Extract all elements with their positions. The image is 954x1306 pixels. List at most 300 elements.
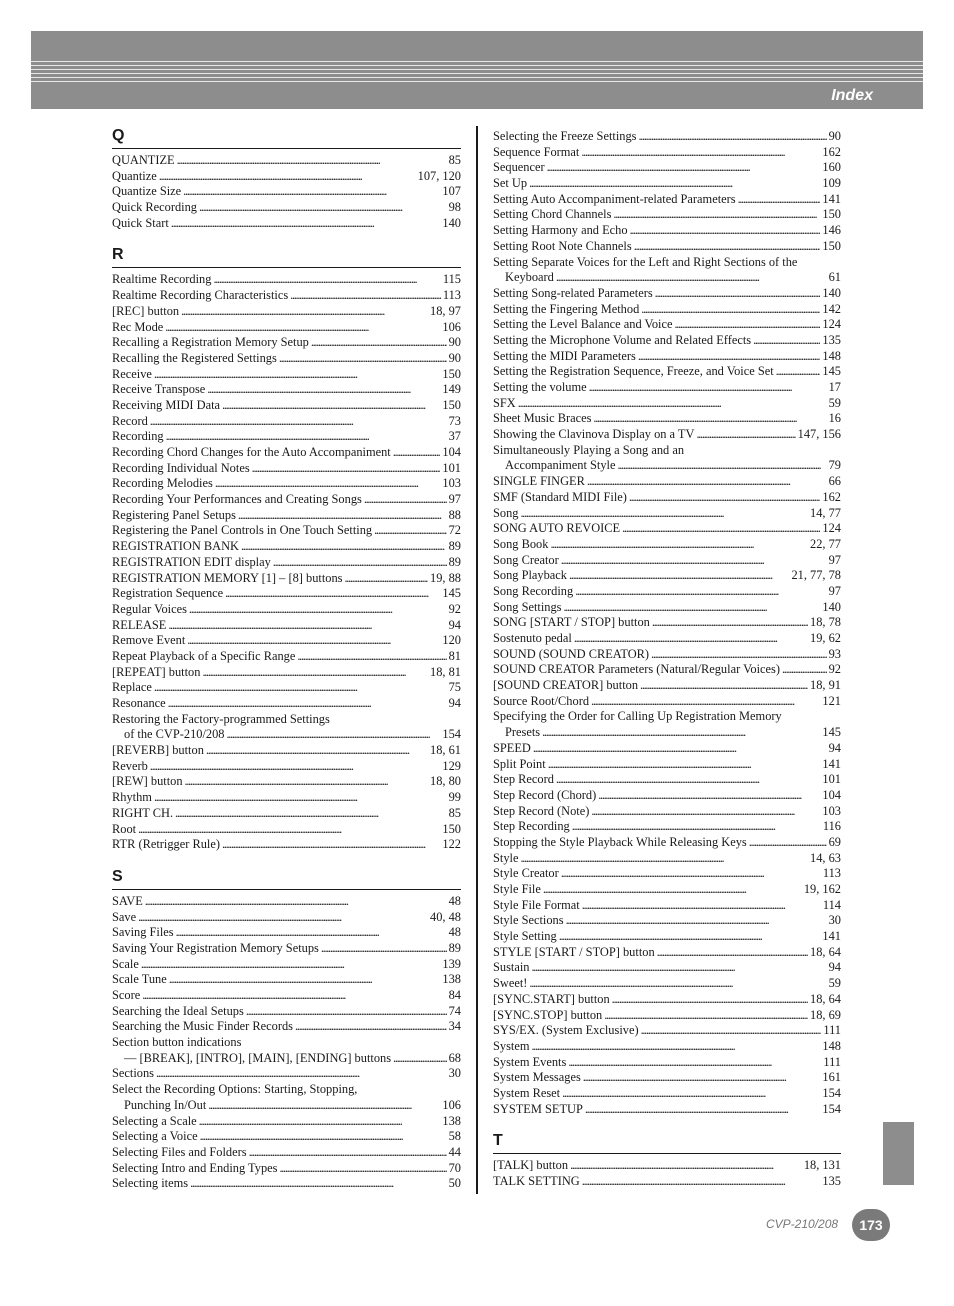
leader-dots [222, 837, 440, 853]
index-section [112, 867, 461, 1192]
index-entry [112, 445, 461, 461]
index-entry-term: Recording Melodies [112, 476, 213, 491]
index-entry-term: Selecting a Voice [112, 1129, 198, 1144]
index-entry [493, 207, 841, 223]
index-entry-pages: 18, 78 [810, 615, 841, 630]
index-entry-pages: 150 [442, 366, 461, 381]
index-entry-pages: 138 [442, 972, 461, 987]
leader-dots [241, 539, 447, 555]
index-entry-pages: 30 [448, 1066, 461, 1081]
index-entry [112, 618, 461, 634]
leader-dots [548, 757, 821, 773]
header-band [31, 31, 923, 109]
index-entry-term: Recalling a Registration Memory Setup [112, 335, 309, 350]
index-entry-pages: 14, 63 [810, 850, 841, 865]
index-entry [112, 1145, 461, 1161]
index-entry [493, 1055, 841, 1071]
index-entry-pages: 141 [822, 756, 841, 771]
index-entry-term: Registration Sequence [112, 586, 224, 601]
index-entry-term: Replace [112, 680, 152, 695]
section-letter-heading: S [112, 867, 461, 890]
index-entry-pages: 124 [822, 317, 841, 332]
index-entry-pages: 135 [822, 332, 841, 347]
leader-dots [675, 317, 821, 333]
leader-dots [738, 192, 821, 208]
index-entry-pages: 129 [442, 758, 461, 773]
index-entry-pages: 90 [448, 335, 461, 350]
leader-dots [187, 633, 440, 649]
index-entry [493, 1070, 841, 1086]
index-entry-pages: 150 [822, 207, 841, 222]
index-entry [493, 647, 841, 663]
index-entry-pages: 89 [448, 554, 461, 569]
index-entry [493, 364, 841, 380]
index-entry-pages: 150 [822, 238, 841, 253]
section-letter-heading: R [112, 245, 461, 268]
index-entry-pages: 92 [828, 662, 841, 677]
leader-dots [297, 649, 446, 665]
index-entry [112, 351, 461, 367]
index-entry-term: Registering the Panel Controls in One Touch Setting [112, 523, 373, 538]
index-entry-continuation: Punching In/Out [124, 1097, 207, 1112]
leader-dots [572, 819, 821, 835]
index-entry [112, 774, 461, 790]
index-entry-pages: 70 [448, 1160, 461, 1175]
index-entry [112, 925, 461, 941]
leader-dots [559, 929, 821, 945]
index-entry [112, 523, 461, 539]
index-entry-pages: 103 [442, 476, 461, 491]
index-entry-term: Selecting the Freeze Settings [493, 129, 637, 143]
leader-dots [591, 694, 820, 710]
index-entry-pages: 101 [822, 772, 841, 787]
index-entry [112, 429, 461, 445]
index-entry-term: STYLE [START / STOP] button [493, 944, 655, 959]
index-entry-term: Searching the Music Finder Records [112, 1019, 294, 1034]
leader-dots [142, 988, 446, 1004]
index-entry-continuation: Accompaniment Style [505, 458, 616, 473]
leader-dots [159, 169, 416, 185]
index-entry-pages: 61 [828, 270, 841, 285]
leader-dots [582, 1174, 821, 1190]
index-entry [493, 380, 841, 396]
index-entry-pages: 89 [448, 940, 461, 955]
index-entry-pages: 149 [442, 382, 461, 397]
index-entry [493, 1023, 841, 1039]
leader-dots [190, 1176, 447, 1192]
section-letter-heading: Q [112, 126, 461, 149]
index-entry [493, 192, 841, 208]
index-entry-pages: 145 [822, 725, 841, 740]
index-entry [112, 304, 461, 320]
leader-dots [776, 364, 821, 380]
index-entry-term: System Reset [493, 1085, 561, 1100]
index-entry-term: Realtime Recording Characteristics [112, 288, 289, 303]
index-entry-term: Selecting Files and Folders [112, 1144, 247, 1159]
index-entry [112, 1019, 461, 1035]
index-entry-term: Scale Tune [112, 972, 167, 987]
index-entry-pages: 90 [448, 350, 461, 365]
leader-dots [252, 461, 441, 477]
index-entry-term: Quantize [112, 168, 157, 183]
leader-dots [168, 618, 446, 634]
index-entry-pages: 150 [442, 821, 461, 836]
index-entry-term: Song [493, 505, 519, 520]
index-entry-pages: 140 [442, 215, 461, 230]
index-entry [112, 910, 461, 926]
index-entry-pages: 18, 91 [810, 678, 841, 693]
index-entry-term: Restoring the Factory-programmed Settings [112, 711, 330, 726]
index-entry [493, 929, 841, 945]
index-section [493, 1131, 841, 1189]
index-entry [112, 571, 461, 587]
index-entry [112, 972, 461, 988]
index-entry-pages: 150 [442, 397, 461, 412]
index-entry-term: Saving Your Registration Memory Setups [112, 940, 319, 955]
leader-dots [138, 910, 428, 926]
index-entry-term: [SYNC.START] button [493, 991, 610, 1006]
index-entry-pages: 97 [828, 583, 841, 598]
leader-dots [651, 647, 827, 663]
leader-dots [547, 160, 821, 176]
leader-dots [598, 788, 820, 804]
index-entry-pages: 72 [448, 523, 461, 538]
index-entry-term: Recording Your Performances and Creating Songs [112, 492, 362, 507]
index-entry [493, 976, 841, 992]
index-entry-pages: 37 [448, 429, 461, 444]
index-entry [112, 153, 461, 169]
index-entry [493, 411, 841, 427]
index-entry [493, 223, 841, 239]
index-entry-pages: 103 [822, 803, 841, 818]
index-entry-term: Save [112, 909, 137, 924]
index-entry [112, 216, 461, 232]
index-entry-pages: 68 [448, 1050, 461, 1065]
index-entry [493, 866, 841, 882]
leader-dots [581, 145, 820, 161]
index-entry-term: Rhythm [112, 790, 152, 805]
leader-dots [199, 200, 447, 216]
leader-dots [613, 207, 820, 223]
index-entry [493, 788, 841, 804]
index-entry-pages: 147, 156 [797, 427, 841, 442]
index-entry [112, 1161, 461, 1177]
index-entry [112, 335, 461, 351]
index-entry-pages: 160 [822, 160, 841, 175]
index-entry-pages: 18, 131 [803, 1158, 841, 1173]
header-stripes [31, 61, 923, 83]
index-entry-pages: 50 [448, 1176, 461, 1191]
leader-dots [520, 851, 808, 867]
index-entry-term: Setting Song-related Parameters [493, 285, 653, 300]
index-entry [493, 678, 841, 694]
index-entry [112, 398, 461, 414]
leader-dots [533, 741, 827, 757]
index-entry [493, 804, 841, 820]
index-entry-term: Simultaneously Playing a Song and an [493, 442, 685, 457]
index-entry-pages: 97 [448, 492, 461, 507]
index-entry-term: Selecting Intro and Ending Types [112, 1160, 278, 1175]
leader-dots [612, 992, 808, 1008]
index-entry-pages: 135 [822, 1174, 841, 1188]
index-entry [493, 851, 841, 867]
index-entry [493, 1086, 841, 1102]
index-entry-pages: 69 [828, 834, 841, 849]
index-entry [493, 286, 841, 302]
index-entry-pages: 145 [822, 364, 841, 379]
leader-dots [171, 216, 441, 232]
index-entry [112, 476, 461, 492]
index-entry-term: Searching the Ideal Setups [112, 1003, 244, 1018]
leader-dots [200, 1129, 447, 1145]
index-entry-term: Section button indications [112, 1035, 242, 1050]
index-entry-pages: 59 [828, 976, 841, 991]
index-entry [112, 1004, 461, 1020]
index-entry-term: System [493, 1038, 530, 1053]
index-entry [493, 474, 841, 490]
index-entry-pages: 40, 48 [430, 909, 461, 924]
index-entry-term: Scale [112, 956, 139, 971]
index-entry-pages: 141 [822, 929, 841, 944]
index-entry-term: Recalling the Registered Settings [112, 350, 277, 365]
leader-dots [150, 759, 441, 775]
leader-dots [696, 427, 795, 443]
index-entry-term: Step Record (Chord) [493, 787, 597, 802]
leader-dots [321, 941, 447, 957]
index-entry [493, 506, 841, 522]
index-entry-pages: 30 [828, 913, 841, 928]
index-entry-term: TALK SETTING [493, 1174, 580, 1188]
index-entry-pages: 19, 62 [810, 631, 841, 645]
index-entry [493, 882, 841, 898]
index-entry-term: System Messages [493, 1070, 581, 1085]
index-entry-pages: 18, 64 [810, 991, 841, 1006]
leader-dots [238, 508, 447, 524]
index-entry [493, 129, 841, 145]
index-entry [112, 200, 461, 216]
index-entry-term: Specifying the Order for Calling Up Registration Memory [493, 709, 782, 724]
index-entry-pages: 113 [442, 288, 461, 303]
leader-dots [227, 727, 441, 743]
index-entry-pages: 97 [828, 552, 841, 567]
index-entry [112, 696, 461, 712]
leader-dots [550, 537, 808, 553]
index-entry [112, 988, 461, 1004]
index-entry-pages: 138 [442, 1113, 461, 1128]
index-entry [112, 555, 461, 571]
leader-dots [587, 474, 827, 490]
index-entry [493, 521, 841, 537]
index-entry-pages: 85 [448, 153, 461, 167]
leader-dots [529, 976, 826, 992]
index-entry-term: Sequence Format [493, 144, 580, 159]
index-entry-term: Setting the volume [493, 380, 587, 394]
index-entry-term: Step Recording [493, 819, 570, 834]
index-entry-term: Quick Recording [112, 200, 197, 215]
index-entry-pages: 75 [448, 680, 461, 695]
index-entry-term: Style Creator [493, 866, 559, 881]
index-entry-term: Remove Event [112, 633, 186, 648]
leader-dots [589, 380, 827, 396]
index-entry [493, 898, 841, 914]
index-entry [493, 458, 841, 474]
index-entry-term: Setting Auto Accompaniment-related Parameters [493, 191, 736, 206]
index-entry [493, 302, 841, 318]
index-entry-term: Style [493, 850, 519, 865]
leader-dots [311, 335, 447, 351]
index-entry-term: Recording [112, 429, 164, 444]
index-entry-term: Record [112, 413, 148, 428]
index-entry [493, 553, 841, 569]
leader-dots [561, 553, 827, 569]
index-entry-pages: 85 [448, 805, 461, 820]
index-entry-term: Receive Transpose [112, 382, 206, 397]
index-entry-pages: 104 [442, 445, 461, 459]
leader-dots [189, 602, 447, 618]
index-entry-pages: 111 [823, 1023, 841, 1038]
index-entry-pages: 106 [442, 1097, 461, 1112]
index-entry-pages: 154 [822, 1101, 841, 1116]
page-title: Index [831, 87, 873, 104]
index-entry-pages: 66 [828, 474, 841, 489]
index-entry [112, 1051, 461, 1067]
index-entry-pages: 18, 81 [430, 664, 461, 679]
leader-dots [154, 367, 441, 383]
leader-dots [154, 680, 447, 696]
leader-dots [199, 1114, 441, 1130]
leader-dots [570, 1158, 802, 1174]
leader-dots [593, 411, 826, 427]
leader-dots [290, 288, 441, 304]
index-entry [112, 957, 461, 973]
leader-dots [562, 1086, 820, 1102]
leader-dots [655, 286, 821, 302]
index-entry [112, 665, 461, 681]
leader-dots [225, 586, 440, 602]
index-entry-term: Select the Recording Options: Starting, Stopping, [112, 1082, 358, 1097]
index-entry [493, 694, 841, 710]
index-entry [493, 615, 841, 631]
index-section [112, 126, 461, 231]
leader-dots [520, 506, 808, 522]
index-entry [112, 1129, 461, 1145]
index-entry [112, 184, 461, 200]
index-entry-pages: 121 [822, 693, 841, 708]
index-entry-pages: 73 [448, 413, 461, 428]
index-entry-pages: 161 [822, 1070, 841, 1085]
index-entry [112, 1066, 461, 1082]
index-entry-continuation: Keyboard [505, 270, 554, 285]
index-entry-term: Quick Start [112, 215, 169, 230]
index-entry-pages: 115 [442, 272, 461, 287]
index-entry-pages: 114 [822, 897, 841, 912]
index-entry-pages: 89 [448, 539, 461, 554]
index-entry-pages: 44 [448, 1144, 461, 1159]
index-entry-pages: 148 [822, 1038, 841, 1053]
leader-dots [208, 1098, 440, 1114]
leader-dots [543, 882, 802, 898]
index-entry [112, 288, 461, 304]
index-entry-pages: 81 [448, 648, 461, 663]
leader-dots [202, 665, 428, 681]
index-entry [112, 1114, 461, 1130]
index-entry-term: Sweet! [493, 976, 528, 991]
index-entry-pages: 92 [448, 601, 461, 616]
section-tab [883, 1122, 914, 1185]
index-entry-term: REGISTRATION EDIT display [112, 554, 271, 569]
index-entry [493, 568, 841, 584]
index-entry-pages: 94 [828, 740, 841, 755]
index-entry [493, 1102, 841, 1118]
index-entry [493, 1039, 841, 1055]
leader-dots [591, 804, 820, 820]
index-entry [493, 772, 841, 788]
leader-dots [393, 1051, 447, 1067]
index-entry [493, 945, 841, 961]
index-entry-term: Sostenuto pedal [493, 631, 572, 645]
index-entry-pages: 116 [822, 819, 841, 834]
index-entry [493, 741, 841, 757]
index-entry-pages: 14, 77 [810, 505, 841, 520]
index-entry [112, 1176, 461, 1192]
index-entry-term: RTR (Retrigger Rule) [112, 837, 220, 852]
index-entry-pages: 104 [822, 787, 841, 802]
leader-dots [575, 584, 826, 600]
leader-dots [207, 382, 440, 398]
index-entry-term: Sustain [493, 960, 530, 975]
index-entry-term: Reverb [112, 758, 148, 773]
index-entry-pages: 59 [828, 395, 841, 410]
index-entry [493, 239, 841, 255]
index-entry [112, 941, 461, 957]
leader-dots [634, 239, 821, 255]
index-entry-pages: 18, 64 [810, 944, 841, 959]
index-entry-term: Set Up [493, 176, 528, 191]
leader-dots [640, 678, 808, 694]
index-entry [112, 272, 461, 288]
leader-dots [542, 725, 820, 741]
index-entry [493, 662, 841, 678]
index-entry [493, 584, 841, 600]
leader-dots [532, 960, 827, 976]
leader-dots [206, 743, 428, 759]
index-entry [493, 600, 841, 616]
leader-dots [154, 790, 447, 806]
index-entry-term: Step Record [493, 772, 554, 787]
leader-dots [617, 458, 826, 474]
leader-dots [585, 1102, 821, 1118]
leader-dots [213, 272, 440, 288]
index-entry-term: [REC] button [112, 303, 180, 318]
index-entry [112, 633, 461, 649]
index-entry [493, 270, 841, 286]
leader-dots [566, 913, 827, 929]
leader-dots [168, 696, 447, 712]
leader-dots [177, 153, 447, 169]
index-entry-term: Recording Individual Notes [112, 460, 250, 475]
index-entry-pages: 18, 80 [430, 774, 461, 789]
leader-dots [641, 1023, 822, 1039]
index-entry [493, 960, 841, 976]
leader-dots [150, 414, 447, 430]
leader-dots [561, 866, 821, 882]
index-entry-term: RIGHT CH. [112, 805, 174, 820]
index-entry-term: Showing the Clavinova Display on a TV [493, 427, 695, 442]
index-section [112, 245, 461, 852]
index-entry [112, 539, 461, 555]
leader-dots [753, 333, 820, 349]
index-column-right [493, 129, 841, 1204]
